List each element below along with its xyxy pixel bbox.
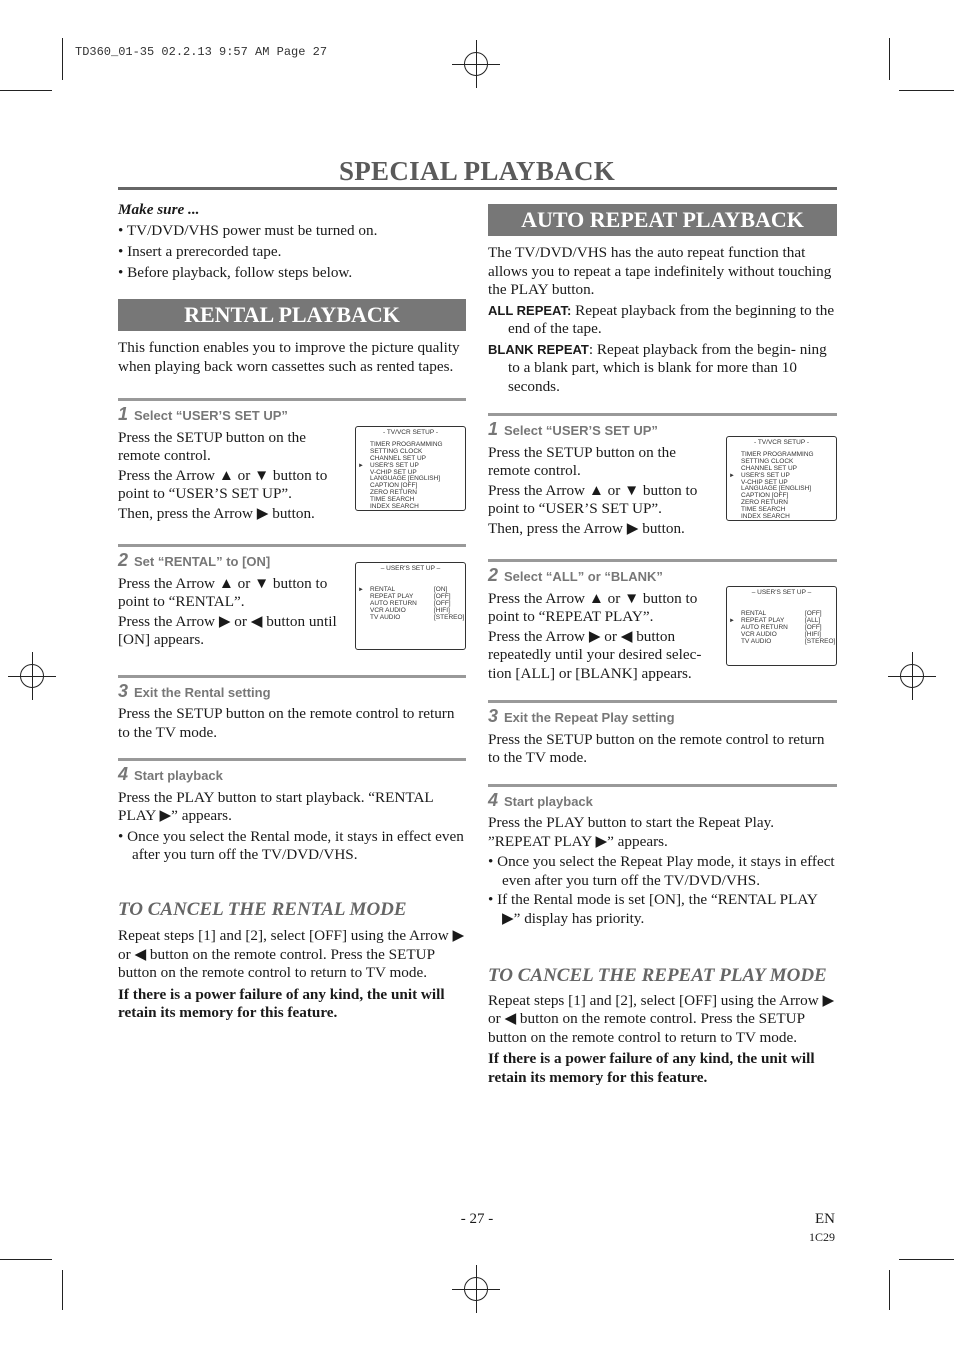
osd-item-label: AUTO RETURN: [741, 623, 788, 631]
step-bullet: • Once you select the Rental mode, it stays in effect even after you turn off the TV/DVD/VHS.: [118, 827, 464, 863]
step-title: Select “ALL” or “BLANK”: [504, 569, 663, 584]
osd-title: - TV/VCR SETUP -: [382, 429, 439, 436]
osd-item-label: VCR AUDIO: [741, 630, 777, 638]
step-title: Select “USER’S SET UP”: [134, 408, 288, 423]
osd-item-label: VCR AUDIO: [370, 606, 406, 614]
right-column: [488, 204, 837, 1087]
osd-pointer-icon: ►: [729, 617, 735, 624]
repeat-step-4: [488, 784, 837, 929]
osd-item-label: AUTO RETURN: [370, 599, 417, 607]
crop-mark: [899, 1259, 954, 1260]
osd-item: V-CHIP SET UP: [370, 468, 417, 476]
step-text: [488, 590, 713, 684]
step-title: Start playback: [504, 793, 593, 809]
osd-item-value: [HIFI]: [434, 606, 450, 614]
rental-intro: This function enables you to improve the picture quality when playing back worn cassettes such as rented tapes.: [118, 339, 460, 375]
osd-item: TIMER PROGRAMMING: [370, 440, 443, 448]
all-repeat-definition: [488, 302, 837, 339]
crop-mark: [62, 1270, 63, 1310]
osd-item-value: [OFF]: [805, 623, 822, 631]
step-number: 4: [488, 789, 499, 810]
osd-item-value: [STEREO]: [434, 613, 465, 621]
osd-item: V-CHIP SET UP: [741, 478, 788, 486]
osd-item-label: TV AUDIO: [370, 613, 401, 621]
step-line: Press the Arrow ▲ or ▼ button to point to “RENTAL”.: [118, 574, 328, 610]
step-title: Exit the Repeat Play setting: [504, 710, 675, 725]
osd-item: LANGUAGE [ENGLISH]: [370, 475, 441, 483]
cancel-rental-text: Repeat steps [1] and [2], select [OFF] using the Arrow ▶ or ◀ button on the remote control. Press the SETUP button on the remote control to return to TV mode.: [118, 927, 465, 981]
page-title: SPECIAL PLAYBACK: [338, 156, 616, 186]
osd-item-value: [STEREO]: [805, 637, 836, 645]
crop-mark: [889, 38, 890, 80]
osd-users-setup-rental: [355, 562, 466, 650]
step-line: Press the SETUP button on the remote control to return to the TV mode.: [118, 705, 455, 741]
osd-item: CHANNEL SET UP: [741, 464, 797, 472]
osd-title: – USER'S SET UP –: [380, 565, 441, 572]
rental-power-note: If there is a power failure of any kind, the unit will retain its memory for this feature.: [118, 985, 445, 1021]
step-text: [488, 444, 713, 539]
osd-item-label: TV AUDIO: [741, 637, 772, 645]
osd-item-value: [OFF]: [434, 592, 451, 600]
registration-line: [912, 652, 913, 700]
osd-item: TIME SEARCH: [370, 496, 415, 504]
rental-playback-banner: RENTAL PLAYBACK: [118, 299, 466, 331]
osd-item: INDEX SEARCH: [741, 513, 790, 521]
osd-item-label: USER'S SET UP: [741, 471, 790, 479]
osd-pointer-icon: ►: [358, 586, 364, 593]
language-code: EN: [815, 1211, 835, 1227]
rental-step-3: [118, 675, 466, 743]
osd-title: - TV/VCR SETUP -: [753, 439, 810, 446]
step-line: Press the SETUP button on the remote control to return to the TV mode.: [488, 730, 825, 766]
step-number: 4: [118, 764, 129, 784]
all-repeat-text: Repeat playback from the beginning to the end of the tape.: [508, 301, 835, 337]
left-column: [118, 201, 466, 1023]
crop-mark: [0, 90, 52, 91]
step-text: [488, 814, 837, 928]
document-code: 1C29: [808, 1230, 835, 1244]
step-line: Then, press the Arrow ▶ button.: [118, 504, 315, 522]
osd-item: SETTING CLOCK: [370, 447, 423, 455]
make-sure-heading: Make sure ...: [118, 201, 200, 218]
step-heading: [488, 566, 837, 587]
osd-item: ZERO RETURN: [370, 489, 417, 497]
rental-step-4: [118, 758, 466, 865]
cancel-rental-heading: TO CANCEL THE RENTAL MODE: [118, 898, 407, 920]
print-header: TD360_01-35 02.2.13 9:57 AM Page 27: [75, 45, 328, 59]
step-text: [488, 731, 837, 768]
registration-line: [32, 652, 33, 700]
osd-item-label: REPEAT PLAY: [741, 616, 785, 624]
osd-item: CAPTION [OFF]: [370, 482, 418, 490]
osd-item: [370, 613, 465, 622]
osd-item-label: REPEAT PLAY: [370, 592, 414, 600]
step-line: Press the Arrow ▲ or ▼ button to point to “REPEAT PLAY”.: [488, 589, 698, 625]
make-sure-item: • TV/DVD/VHS power must be turned on.: [118, 221, 378, 239]
cancel-repeat-text: Repeat steps [1] and [2], select [OFF] using the Arrow ▶ or ◀ button on the remote control. Press the SETUP button on the remote control to return to TV mode.: [488, 991, 835, 1046]
osd-item: TIMER PROGRAMMING: [741, 450, 814, 458]
osd-item: CAPTION [OFF]: [741, 492, 789, 500]
osd-item: [741, 637, 836, 646]
step-number: 3: [488, 706, 499, 726]
osd-item: SETTING CLOCK: [741, 457, 794, 465]
step-title: Start playback: [134, 768, 223, 783]
repeat-step-1: [488, 413, 837, 538]
osd-title: – USER'S SET UP –: [751, 589, 812, 596]
step-text: [118, 705, 466, 742]
step-heading: [118, 405, 466, 426]
rental-step-1: [118, 398, 466, 523]
page-number: - 27 -: [460, 1211, 494, 1227]
registration-line: [476, 40, 477, 88]
step-bullet: • Once you select the Repeat Play mode, it stays in effect even after you turn off the TV/DVD/VHS.: [488, 853, 835, 889]
step-line: Press the Arrow ▲ or ▼ button to point to “USER’S SET UP”.: [488, 481, 698, 517]
step-number: 3: [118, 680, 129, 701]
crop-mark: [62, 38, 63, 80]
osd-tvvcr-setup: [355, 426, 466, 511]
blank-repeat-label: BLANK REPEAT: [488, 341, 589, 357]
registration-line: [476, 1265, 477, 1313]
step-heading: [488, 791, 837, 812]
auto-repeat-intro: The TV/DVD/VHS has the auto repeat function that allows you to repeat a tape indefinitely without touching the PLAY button.: [488, 244, 832, 298]
blank-repeat-text: : Repeat playback from the begin- ning to a blank part, which is blank for more than 10 seconds.: [508, 340, 827, 395]
step-line: Press the Arrow ▶ or ◀ button repeatedly until your desired selec- tion [ALL] or [BLANK] appears.: [488, 627, 702, 682]
osd-tvvcr-setup: [726, 436, 837, 521]
osd-item: ZERO RETURN: [741, 499, 788, 507]
osd-item: TIME SEARCH: [741, 506, 786, 514]
osd-item-value: [OFF]: [805, 609, 822, 617]
osd-users-setup-repeat: [726, 586, 837, 666]
step-number: 2: [118, 550, 129, 570]
make-sure-item: • Before playback, follow steps below.: [118, 263, 353, 281]
step-title: Select “USER’S SET UP”: [504, 423, 658, 438]
osd-item: INDEX SEARCH: [370, 503, 419, 511]
step-text: [118, 575, 343, 650]
auto-repeat-playback-banner: AUTO REPEAT PLAYBACK: [488, 204, 837, 236]
title-rule: [118, 187, 837, 190]
repeat-step-2: [488, 559, 837, 683]
step-line: Press the PLAY button to start the Repeat Play. ”REPEAT PLAY ▶” appears.: [488, 814, 775, 850]
osd-item-label: USER'S SET UP: [370, 461, 419, 469]
step-line: Press the SETUP button on the remote control.: [488, 443, 677, 479]
step-title: Set “RENTAL” to [ON]: [134, 554, 271, 569]
crop-mark: [889, 1270, 890, 1310]
step-line: Press the SETUP button on the remote control.: [118, 428, 307, 464]
step-number: 2: [488, 565, 499, 585]
osd-item-value: [ALL]: [805, 616, 821, 624]
osd-item-label: RENTAL: [741, 609, 767, 617]
step-number: 1: [118, 404, 129, 424]
step-text: [118, 789, 466, 865]
step-title: Exit the Rental setting: [134, 684, 271, 700]
step-bullet: • If the Rental mode is set [ON], the “RENTAL PLAY ▶” display has priority.: [488, 891, 818, 927]
blank-repeat-definition: [488, 341, 837, 397]
osd-item-label: RENTAL: [370, 585, 396, 593]
repeat-step-3: [488, 700, 837, 768]
osd-item-value: [OFF]: [434, 599, 451, 607]
osd-pointer-icon: ►: [729, 472, 735, 479]
step-line: Press the PLAY button to start playback. “RENTAL PLAY ▶” appears.: [118, 788, 434, 824]
osd-item-value: [ON]: [434, 585, 448, 593]
osd-item-value: [HIFI]: [805, 630, 821, 638]
osd-pointer-icon: ►: [358, 462, 364, 469]
cancel-repeat-heading: TO CANCEL THE REPEAT PLAY MODE: [488, 965, 827, 986]
step-heading: [488, 707, 837, 728]
make-sure-item: • Insert a prerecorded tape.: [118, 242, 282, 260]
step-line: Then, press the Arrow ▶ button.: [488, 519, 685, 537]
crop-mark: [0, 1259, 52, 1260]
osd-item: CHANNEL SET UP: [370, 454, 426, 462]
crop-mark: [899, 90, 954, 91]
repeat-power-note: If there is a power failure of any kind, the unit will retain its memory for this feature.: [488, 1050, 815, 1086]
step-text: [118, 429, 343, 524]
step-number: 1: [488, 419, 499, 439]
all-repeat-label: ALL REPEAT:: [488, 302, 572, 318]
step-heading: [118, 682, 466, 703]
step-heading: [118, 765, 466, 786]
step-line: Press the Arrow ▶ or ◀ button until [ON] appears.: [118, 612, 337, 648]
step-line: Press the Arrow ▲ or ▼ button to point to “USER’S SET UP”.: [118, 466, 328, 502]
rental-step-2: [118, 544, 466, 650]
osd-item: LANGUAGE [ENGLISH]: [741, 485, 812, 493]
